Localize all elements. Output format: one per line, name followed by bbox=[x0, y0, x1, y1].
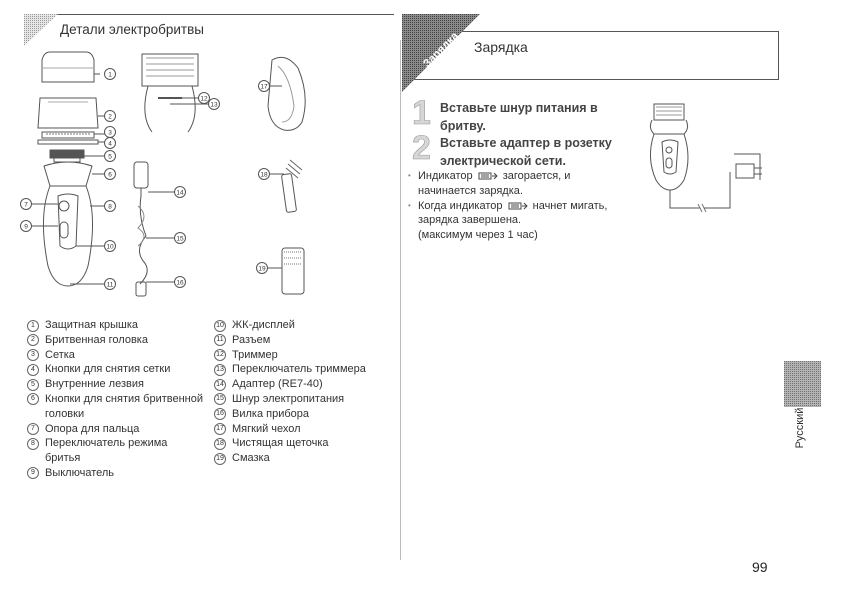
callout-8: 8 bbox=[108, 203, 112, 211]
item-number: 17 bbox=[214, 423, 226, 435]
step-number: 1 bbox=[412, 94, 431, 132]
charging-illustration bbox=[638, 98, 788, 228]
list-item bbox=[27, 333, 212, 348]
item-number: 7 bbox=[27, 423, 39, 435]
item-number: 6 bbox=[27, 393, 39, 405]
protective-cap-drawing bbox=[42, 52, 100, 82]
callout-2: 2 bbox=[108, 113, 112, 121]
step-2 bbox=[412, 131, 637, 171]
charging-notes bbox=[406, 169, 636, 243]
callout-16: 16 bbox=[176, 279, 184, 287]
item-label: Выключатель bbox=[45, 466, 115, 479]
step-text bbox=[440, 99, 598, 135]
callout-17: 17 bbox=[260, 83, 268, 91]
cleaning-brush-drawing bbox=[268, 160, 302, 213]
item-label: Кнопки для снятия сетки bbox=[45, 363, 171, 376]
item-number: 10 bbox=[214, 320, 226, 332]
list-item bbox=[27, 318, 212, 333]
step-1 bbox=[412, 96, 632, 136]
step-line: бритву. bbox=[440, 119, 486, 133]
list-item bbox=[214, 333, 394, 348]
note-text: Когда индикатор bbox=[418, 199, 503, 212]
section-header-charging bbox=[402, 14, 779, 94]
page-title: Детали электробритвы bbox=[60, 22, 204, 37]
shaving-head-drawing bbox=[38, 98, 106, 128]
item-label: Переключатель триммера bbox=[232, 363, 366, 376]
callout-11: 11 bbox=[106, 281, 114, 289]
adapter-cord-drawing bbox=[134, 162, 176, 296]
note-text: начнет мигать, bbox=[532, 199, 608, 212]
shaver-body-drawing bbox=[30, 162, 106, 286]
note-item bbox=[406, 169, 636, 184]
list-item bbox=[27, 392, 212, 422]
step-number: 2 bbox=[412, 129, 431, 167]
note-text: Индикатор bbox=[418, 170, 473, 182]
section-title: Зарядка bbox=[474, 39, 528, 55]
item-number: 16 bbox=[214, 408, 226, 420]
list-item bbox=[214, 451, 394, 466]
item-number: 13 bbox=[214, 364, 226, 376]
list-item bbox=[214, 318, 394, 333]
item-number: 8 bbox=[27, 438, 39, 450]
note-item bbox=[406, 199, 636, 214]
list-item bbox=[27, 466, 212, 481]
list-item bbox=[214, 348, 394, 363]
step-text bbox=[440, 134, 612, 170]
item-label: Смазка bbox=[232, 452, 270, 465]
step-line: Вставьте шнур питания в bbox=[440, 101, 598, 115]
list-item bbox=[214, 392, 394, 407]
callout-4: 4 bbox=[108, 140, 112, 148]
list-item bbox=[214, 377, 394, 392]
shaver-parts-illustration bbox=[20, 46, 390, 306]
section-header-parts bbox=[24, 14, 394, 46]
step-line: Вставьте адаптер в розетку bbox=[440, 136, 612, 150]
callout-18: 18 bbox=[260, 171, 268, 179]
step-line: электрической сети. bbox=[440, 154, 566, 168]
item-label: Сетка bbox=[45, 348, 75, 361]
item-label: ЖК-дисплей bbox=[232, 319, 295, 331]
callout-15: 15 bbox=[176, 235, 184, 243]
list-item bbox=[27, 348, 212, 363]
list-item bbox=[214, 362, 394, 377]
item-number: 19 bbox=[214, 453, 226, 465]
inner-blades-drawing bbox=[50, 150, 106, 162]
item-number: 4 bbox=[27, 364, 39, 376]
item-label: Шнур электропитания bbox=[232, 392, 345, 405]
item-label: Триммер bbox=[232, 348, 278, 361]
callout-14: 14 bbox=[176, 189, 184, 197]
item-label: Внутренние лезвия bbox=[45, 378, 144, 391]
column-divider bbox=[400, 40, 401, 560]
list-item bbox=[214, 407, 394, 422]
item-label: Бритвенная головка bbox=[45, 333, 148, 346]
item-number: 3 bbox=[27, 349, 39, 361]
list-item bbox=[27, 422, 212, 437]
item-label: Переключатель режима bbox=[45, 437, 168, 450]
header-rule bbox=[24, 14, 394, 15]
item-label-cont: бритья bbox=[45, 452, 81, 465]
item-number: 9 bbox=[27, 467, 39, 479]
callout-1: 1 bbox=[108, 71, 112, 79]
callout-6: 6 bbox=[108, 171, 112, 179]
page-number: 99 bbox=[752, 559, 768, 575]
language-label: Русский bbox=[794, 407, 806, 449]
item-label: Кнопки для снятия бритвенной bbox=[45, 392, 203, 405]
callout-12: 12 bbox=[200, 95, 208, 103]
list-item bbox=[27, 436, 212, 466]
foil-frame-drawing bbox=[38, 132, 106, 144]
list-item bbox=[214, 436, 394, 451]
item-label: Опора для пальца bbox=[45, 422, 140, 435]
parts-list-right bbox=[214, 318, 394, 466]
charge-indicator-icon bbox=[508, 201, 528, 211]
item-label: Разъем bbox=[232, 333, 271, 346]
callout-3: 3 bbox=[108, 129, 112, 137]
note-text: загорается, и bbox=[502, 170, 571, 182]
callout-5: 5 bbox=[108, 153, 112, 161]
item-number: 18 bbox=[214, 438, 226, 450]
language-tab bbox=[784, 361, 821, 453]
list-item bbox=[27, 362, 212, 377]
item-label: Чистящая щеточка bbox=[232, 437, 329, 450]
list-item bbox=[27, 377, 212, 392]
note-text: (максимум через 1 час) bbox=[418, 229, 538, 242]
callout-13: 13 bbox=[210, 101, 218, 109]
item-label-cont: головки bbox=[45, 407, 85, 420]
charge-indicator-icon bbox=[478, 171, 498, 181]
callout-10: 10 bbox=[106, 243, 114, 251]
item-number: 5 bbox=[27, 379, 39, 391]
oil-bottle-drawing bbox=[266, 248, 304, 294]
callout-7: 7 bbox=[24, 201, 28, 209]
soft-case-drawing bbox=[268, 57, 305, 130]
item-number: 15 bbox=[214, 393, 226, 405]
item-label: Мягкий чехол bbox=[232, 422, 301, 435]
callout-19: 19 bbox=[258, 265, 266, 273]
corner-badge-label: Зарядка bbox=[420, 29, 462, 71]
item-number: 14 bbox=[214, 379, 226, 391]
item-number: 2 bbox=[27, 334, 39, 346]
callout-9: 9 bbox=[24, 223, 28, 231]
item-number: 1 bbox=[27, 320, 39, 332]
note-text: начинается зарядка. bbox=[418, 184, 523, 197]
item-label: Адаптер (RE7-40) bbox=[232, 378, 323, 391]
item-label: Защитная крышка bbox=[45, 319, 139, 331]
list-item bbox=[214, 422, 394, 437]
item-label: Вилка прибора bbox=[232, 407, 309, 420]
note-text: зарядка завершена. bbox=[418, 214, 522, 227]
item-number: 12 bbox=[214, 349, 226, 361]
parts-list-left bbox=[27, 318, 212, 481]
trimmer-closeup-drawing bbox=[142, 54, 210, 132]
item-number: 11 bbox=[214, 334, 226, 346]
